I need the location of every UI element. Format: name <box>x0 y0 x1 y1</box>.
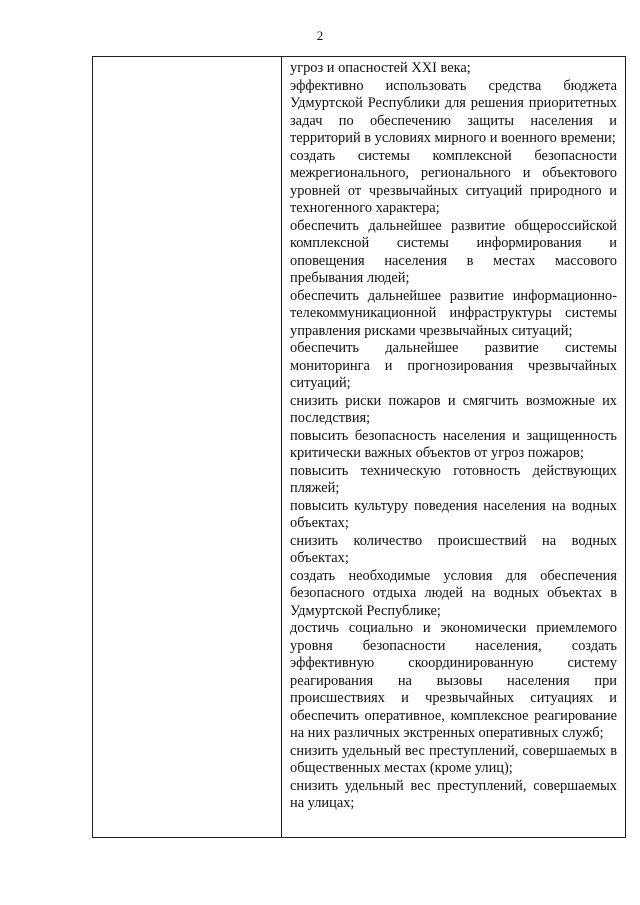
list-item: снизить удельный вес преступлений, совершаемых в общественных местах (кроме улиц); <box>290 742 617 776</box>
list-item: достичь социально и экономически приемлемого уровня безопасности населения, создать эффективную скоординированную систему реагирования на вызовы населения при происшествиях и чрезвычайных ситуациях и обеспечить оперативное, комплексное реагирование на них различных экстренных оперативных служб; <box>290 620 617 741</box>
list-item: повысить культуру поведения населения на водных объектах; <box>290 497 617 531</box>
list-item: обеспечить дальнейшее развитие системы мониторинга и прогнозирования чрезвычайных ситуаций; <box>290 340 617 391</box>
document-table <box>92 56 626 838</box>
list-item: создать системы комплексной безопасности межрегионального, регионального и объектового уровней от чрезвычайных ситуаций природного и техногенного характера; <box>290 147 617 216</box>
table-left-cell <box>93 57 282 837</box>
list-item: снизить удельный вес преступлений, совершаемых на улицах; <box>290 777 617 811</box>
list-item: повысить безопасность населения и защищенность критически важных объектов от угроз пожаров; <box>290 427 617 461</box>
list-item: снизить риски пожаров и смягчить возможные их последствия; <box>290 392 617 426</box>
list-item: обеспечить дальнейшее развитие общероссийской комплексной системы информирования и оповещения населения в местах массового пребывания людей; <box>290 217 617 286</box>
page-number: 2 <box>316 28 324 43</box>
list-item: снизить количество происшествий на водных объектах; <box>290 532 617 566</box>
list-item: угроз и опасностей XXI века; <box>290 60 471 76</box>
list-item: обеспечить дальнейшее развитие информационно-телекоммуникационной инфраструктуры системы управления рисками чрезвычайных ситуаций; <box>290 287 617 339</box>
list-item: эффективно использовать средства бюджета Удмуртской Республики для решения приоритетных задач по обеспечению защиты населения и территорий в условиях мирного и военного времени; <box>290 77 617 146</box>
table-right-cell <box>282 57 625 837</box>
list-item: повысить техническую готовность действующих пляжей; <box>290 462 617 496</box>
list-item: создать необходимые условия для обеспечения безопасного отдыха людей на водных объектах в Удмуртской Республике; <box>290 567 617 619</box>
